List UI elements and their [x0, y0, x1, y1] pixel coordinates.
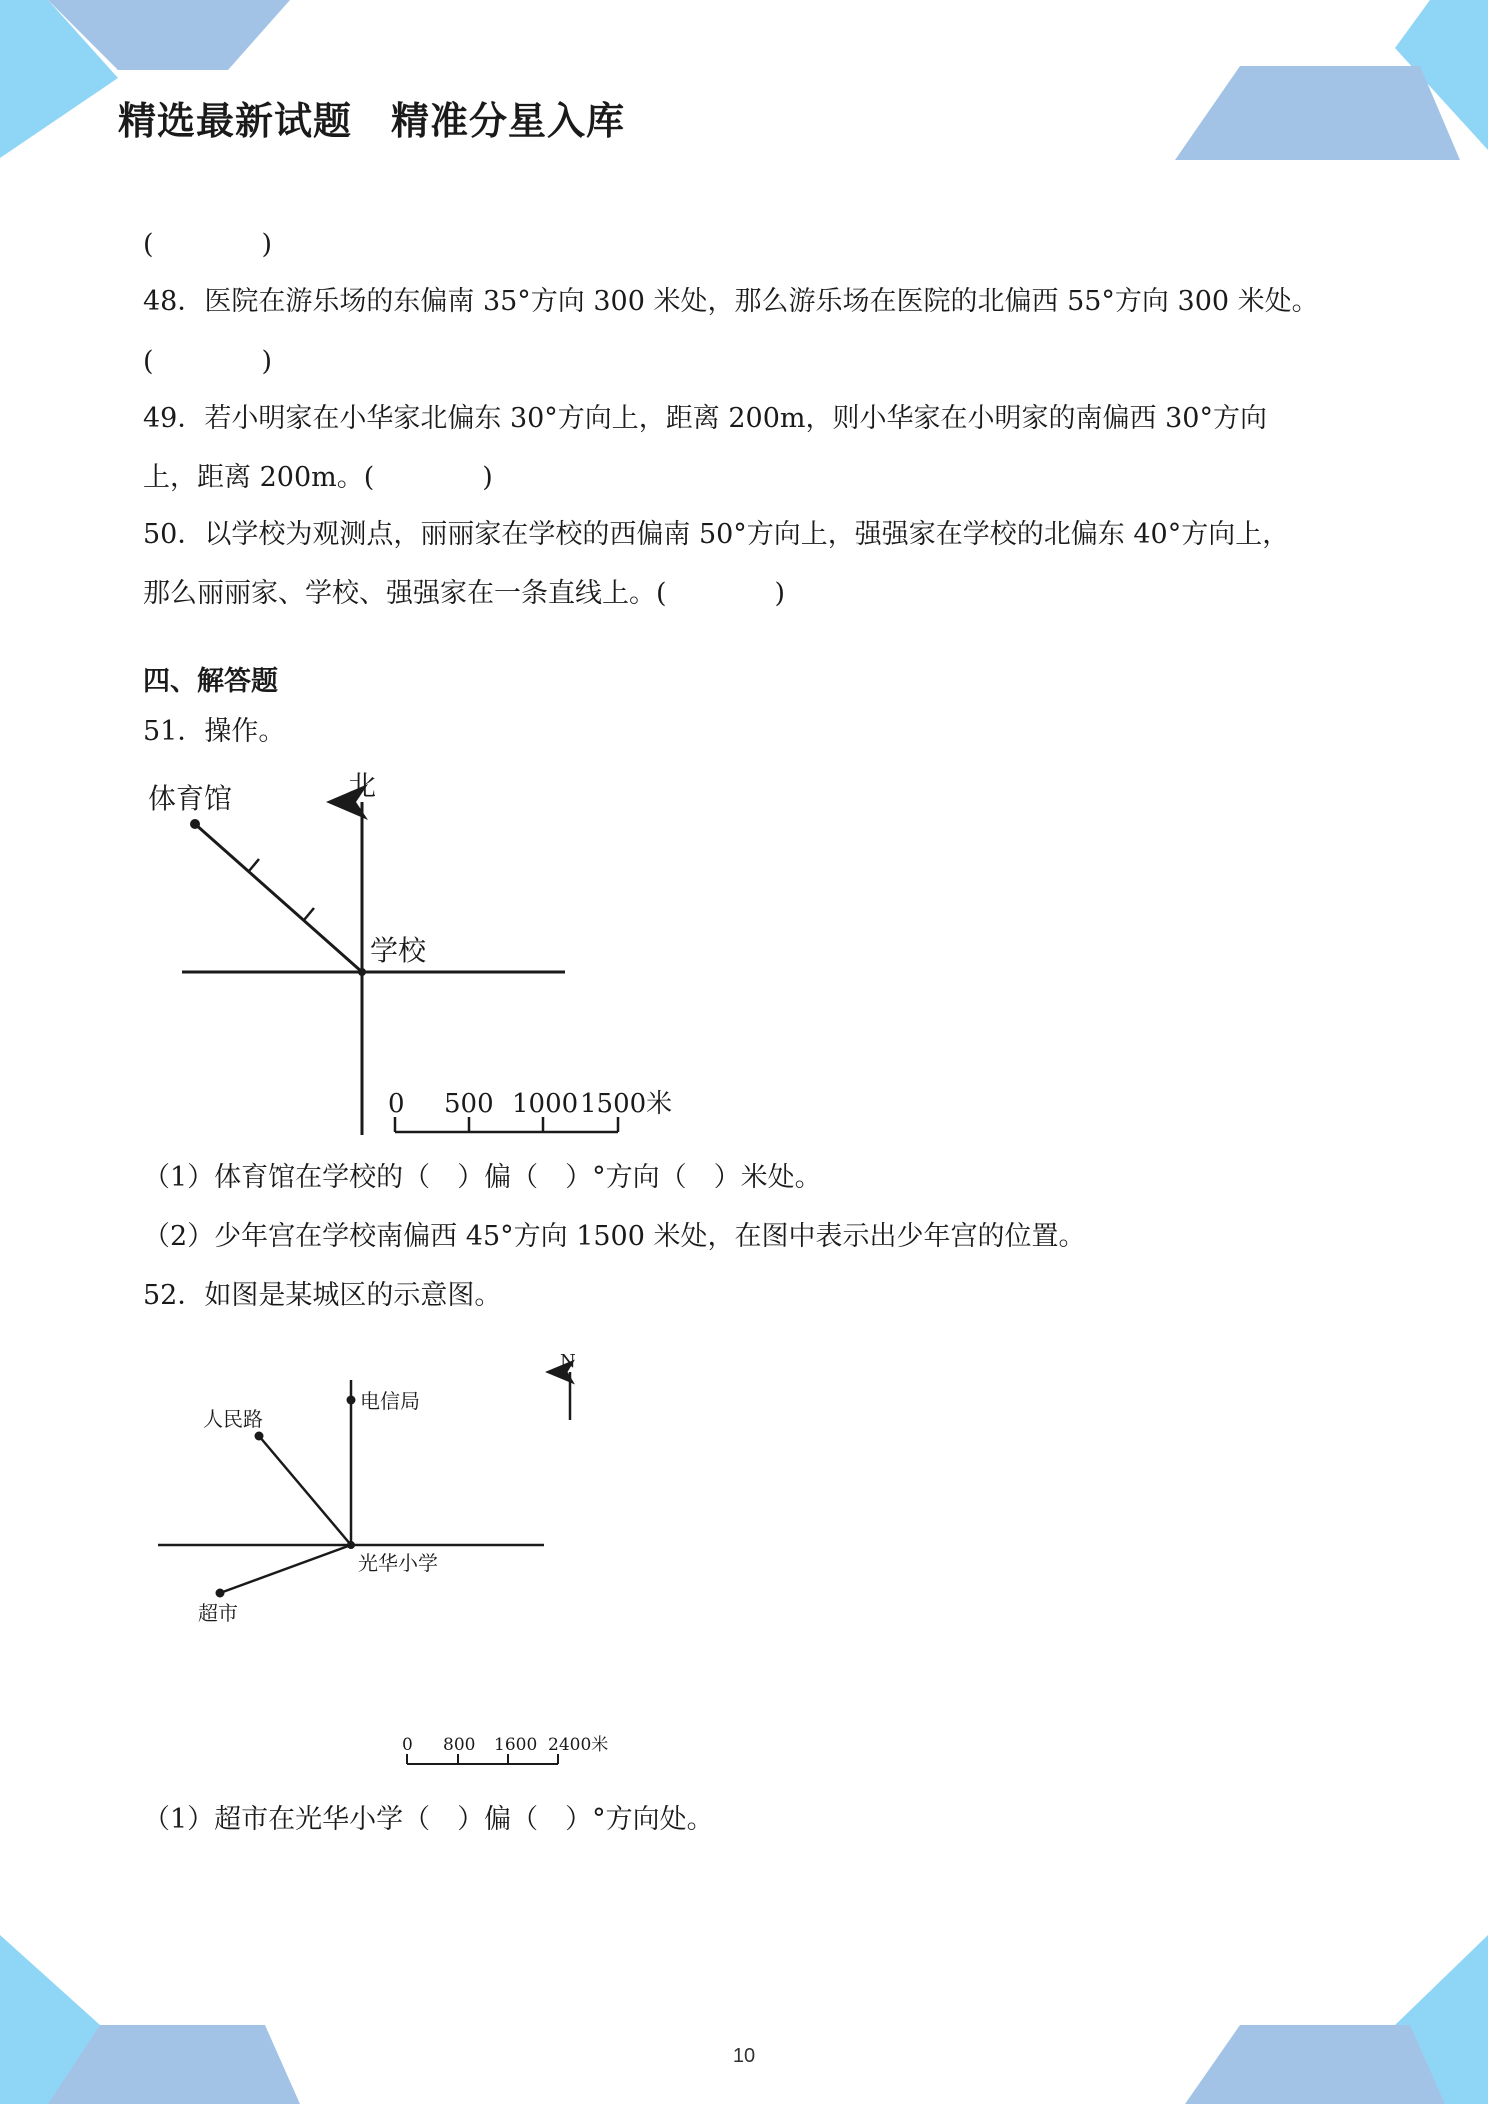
- scale-label-1500: 1500米: [580, 1089, 673, 1119]
- line-to-supermarket: [220, 1545, 351, 1593]
- question-52-part1: （1）超市在光华小学（ ）偏（ ）°方向处。: [143, 1804, 714, 1835]
- answer-blank-47: ( ): [143, 229, 273, 260]
- question-48: 48．医院在游乐场的东偏南 35°方向 300 米处，那么游乐场在医院的北偏西 55°方向 300 米处。: [143, 286, 1319, 317]
- school-label: 学校: [370, 934, 427, 967]
- question-51: 51．操作。: [143, 716, 286, 747]
- scale-label-2400: 2400米: [548, 1735, 609, 1755]
- section-title: 四、解答题: [143, 666, 278, 697]
- answer-blank-48: ( ): [143, 346, 273, 377]
- question-50-line1: 50．以学校为观测点，丽丽家在学校的西偏南 50°方向上，强强家在学校的北偏东 40°方向上，: [143, 519, 1290, 550]
- page-number: 10: [732, 2045, 756, 2067]
- scale-label-0: 0: [388, 1089, 405, 1119]
- scale-label-1000: 1000: [512, 1089, 579, 1119]
- north-label: N: [560, 1351, 576, 1372]
- renmin-road-label: 人民路: [203, 1407, 263, 1431]
- school-label: 光华小学: [358, 1551, 438, 1575]
- header-title: 精选最新试题 精准分星入库: [118, 99, 626, 143]
- telecom-point: [347, 1396, 356, 1405]
- question-52: 52．如图是某城区的示意图。: [143, 1280, 502, 1311]
- scale-label-1600: 1600: [494, 1735, 538, 1755]
- question-51-part2: （2）少年宫在学校南偏西 45°方向 1500 米处，在图中表示出少年宫的位置。: [143, 1221, 1086, 1252]
- school-point: [347, 1541, 355, 1549]
- scale-label-0: 0: [402, 1735, 413, 1755]
- gym-label: 体育馆: [148, 782, 233, 815]
- question-51-part1: （1）体育馆在学校的（ ）偏（ ）°方向（ ）米处。: [143, 1162, 822, 1193]
- supermarket-point: [216, 1589, 225, 1598]
- scale-label-500: 500: [444, 1089, 494, 1119]
- supermarket-label: 超市: [198, 1601, 238, 1625]
- line-to-renmin-road: [259, 1436, 351, 1545]
- scale-bar-52: [402, 1735, 608, 1764]
- north-label: 北: [348, 769, 377, 802]
- question-49-line1: 49．若小明家在小华家北偏东 30°方向上，距离 200m，则小华家在小明家的南偏西 30°方向: [143, 403, 1267, 434]
- question-50-line2: 那么丽丽家、学校、强强家在一条直线上。( ): [143, 578, 786, 609]
- telecom-label: 电信局: [360, 1389, 420, 1413]
- renmin-road-point: [255, 1432, 264, 1441]
- scale-label-800: 800: [443, 1735, 476, 1755]
- question-49-line2: 上，距离 200m。( ): [143, 462, 493, 493]
